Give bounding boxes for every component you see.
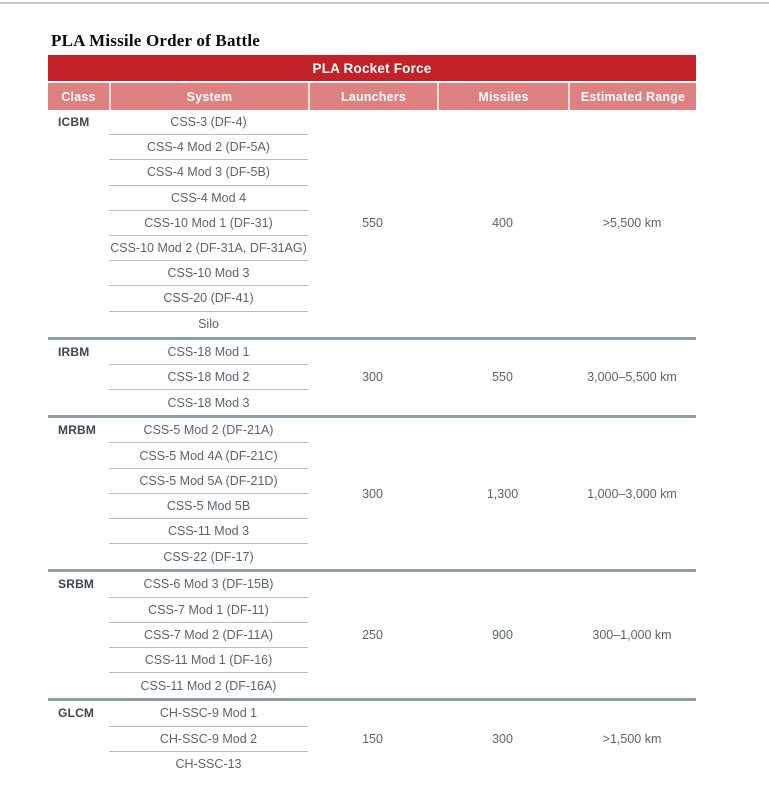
table-body bbox=[48, 110, 696, 777]
class-label: SRBM bbox=[58, 577, 95, 592]
column-header-missiles: Missiles bbox=[437, 83, 568, 110]
missiles-value: 400 bbox=[492, 216, 513, 231]
system-cell: Silo bbox=[198, 317, 219, 332]
system-cell: CH-SSC-9 Mod 1 bbox=[109, 701, 308, 726]
launchers-value: 550 bbox=[362, 216, 383, 231]
class-label: MRBM bbox=[58, 423, 97, 438]
system-cell: CSS-20 (DF-41) bbox=[109, 286, 308, 311]
table-header-row bbox=[48, 83, 696, 110]
class-label: IRBM bbox=[58, 344, 90, 359]
range-value: >5,500 km bbox=[602, 216, 662, 231]
launchers-value: 300 bbox=[362, 370, 383, 385]
missiles-value: 1,300 bbox=[486, 486, 519, 501]
range-value: 1,000–3,000 km bbox=[587, 486, 677, 501]
missiles-value: 300 bbox=[492, 732, 513, 747]
system-cell: CSS-5 Mod 4A (DF-21C) bbox=[109, 443, 308, 468]
system-cell: CSS-11 Mod 2 (DF-16A) bbox=[140, 678, 277, 693]
system-cell: CSS-11 Mod 1 (DF-16) bbox=[109, 648, 308, 673]
system-cell: CSS-18 Mod 1 bbox=[109, 340, 308, 365]
page-title: PLA Missile Order of Battle bbox=[51, 31, 261, 51]
class-label: GLCM bbox=[58, 706, 95, 721]
table-section-icbm bbox=[48, 110, 696, 340]
system-cell: CSS-3 (DF-4) bbox=[109, 110, 308, 135]
launchers-value: 250 bbox=[362, 628, 383, 643]
system-list bbox=[109, 572, 308, 698]
system-list bbox=[109, 701, 308, 777]
system-cell: CSS-10 Mod 3 bbox=[109, 261, 308, 286]
system-cell: CSS-7 Mod 1 (DF-11) bbox=[109, 598, 308, 623]
table-banner: PLA Rocket Force bbox=[48, 55, 696, 81]
system-cell: CSS-4 Mod 2 (DF-5A) bbox=[109, 135, 308, 160]
system-cell: CSS-18 Mod 3 bbox=[167, 395, 250, 410]
system-cell: CSS-22 (DF-17) bbox=[163, 549, 254, 564]
system-cell: CH-SSC-9 Mod 2 bbox=[109, 727, 308, 752]
system-cell: CSS-11 Mod 3 bbox=[109, 519, 308, 544]
system-cell: CSS-5 Mod 5A (DF-21D) bbox=[109, 469, 308, 494]
system-cell: CSS-4 Mod 4 bbox=[109, 186, 308, 211]
class-label: ICBM bbox=[58, 115, 90, 129]
column-header-launchers: Launchers bbox=[308, 83, 437, 110]
table-section-mrbm bbox=[48, 418, 696, 572]
system-list bbox=[109, 340, 308, 416]
table-section-irbm bbox=[48, 340, 696, 419]
top-divider bbox=[0, 2, 769, 4]
system-cell: CSS-4 Mod 3 (DF-5B) bbox=[109, 160, 308, 185]
table-section-glcm bbox=[48, 701, 696, 777]
column-header-system: System bbox=[109, 83, 308, 110]
system-cell: CSS-5 Mod 5B bbox=[109, 494, 308, 519]
range-value: >1,500 km bbox=[602, 732, 662, 747]
system-list bbox=[109, 418, 308, 569]
system-cell: CH-SSC-13 bbox=[175, 757, 242, 772]
system-cell: CSS-10 Mod 2 (DF-31A, DF-31AG) bbox=[109, 236, 308, 261]
system-cell: CSS-10 Mod 1 (DF-31) bbox=[109, 211, 308, 236]
table-section-srbm bbox=[48, 572, 696, 701]
range-value: 300–1,000 km bbox=[592, 628, 672, 643]
system-cell: CSS-6 Mod 3 (DF-15B) bbox=[109, 572, 308, 597]
range-value: 3,000–5,500 km bbox=[587, 370, 677, 385]
column-header-estimated-range: Estimated Range bbox=[568, 83, 696, 110]
column-header-class: Class bbox=[61, 89, 96, 104]
missiles-value: 900 bbox=[492, 628, 513, 643]
system-cell: CSS-5 Mod 2 (DF-21A) bbox=[109, 418, 308, 443]
system-cell: CSS-7 Mod 2 (DF-11A) bbox=[109, 623, 308, 648]
launchers-value: 150 bbox=[362, 732, 383, 747]
missiles-value: 550 bbox=[492, 370, 513, 385]
system-cell: CSS-18 Mod 2 bbox=[109, 365, 308, 390]
launchers-value: 300 bbox=[362, 486, 383, 501]
missile-order-of-battle-table bbox=[48, 55, 696, 777]
system-list bbox=[109, 110, 308, 337]
